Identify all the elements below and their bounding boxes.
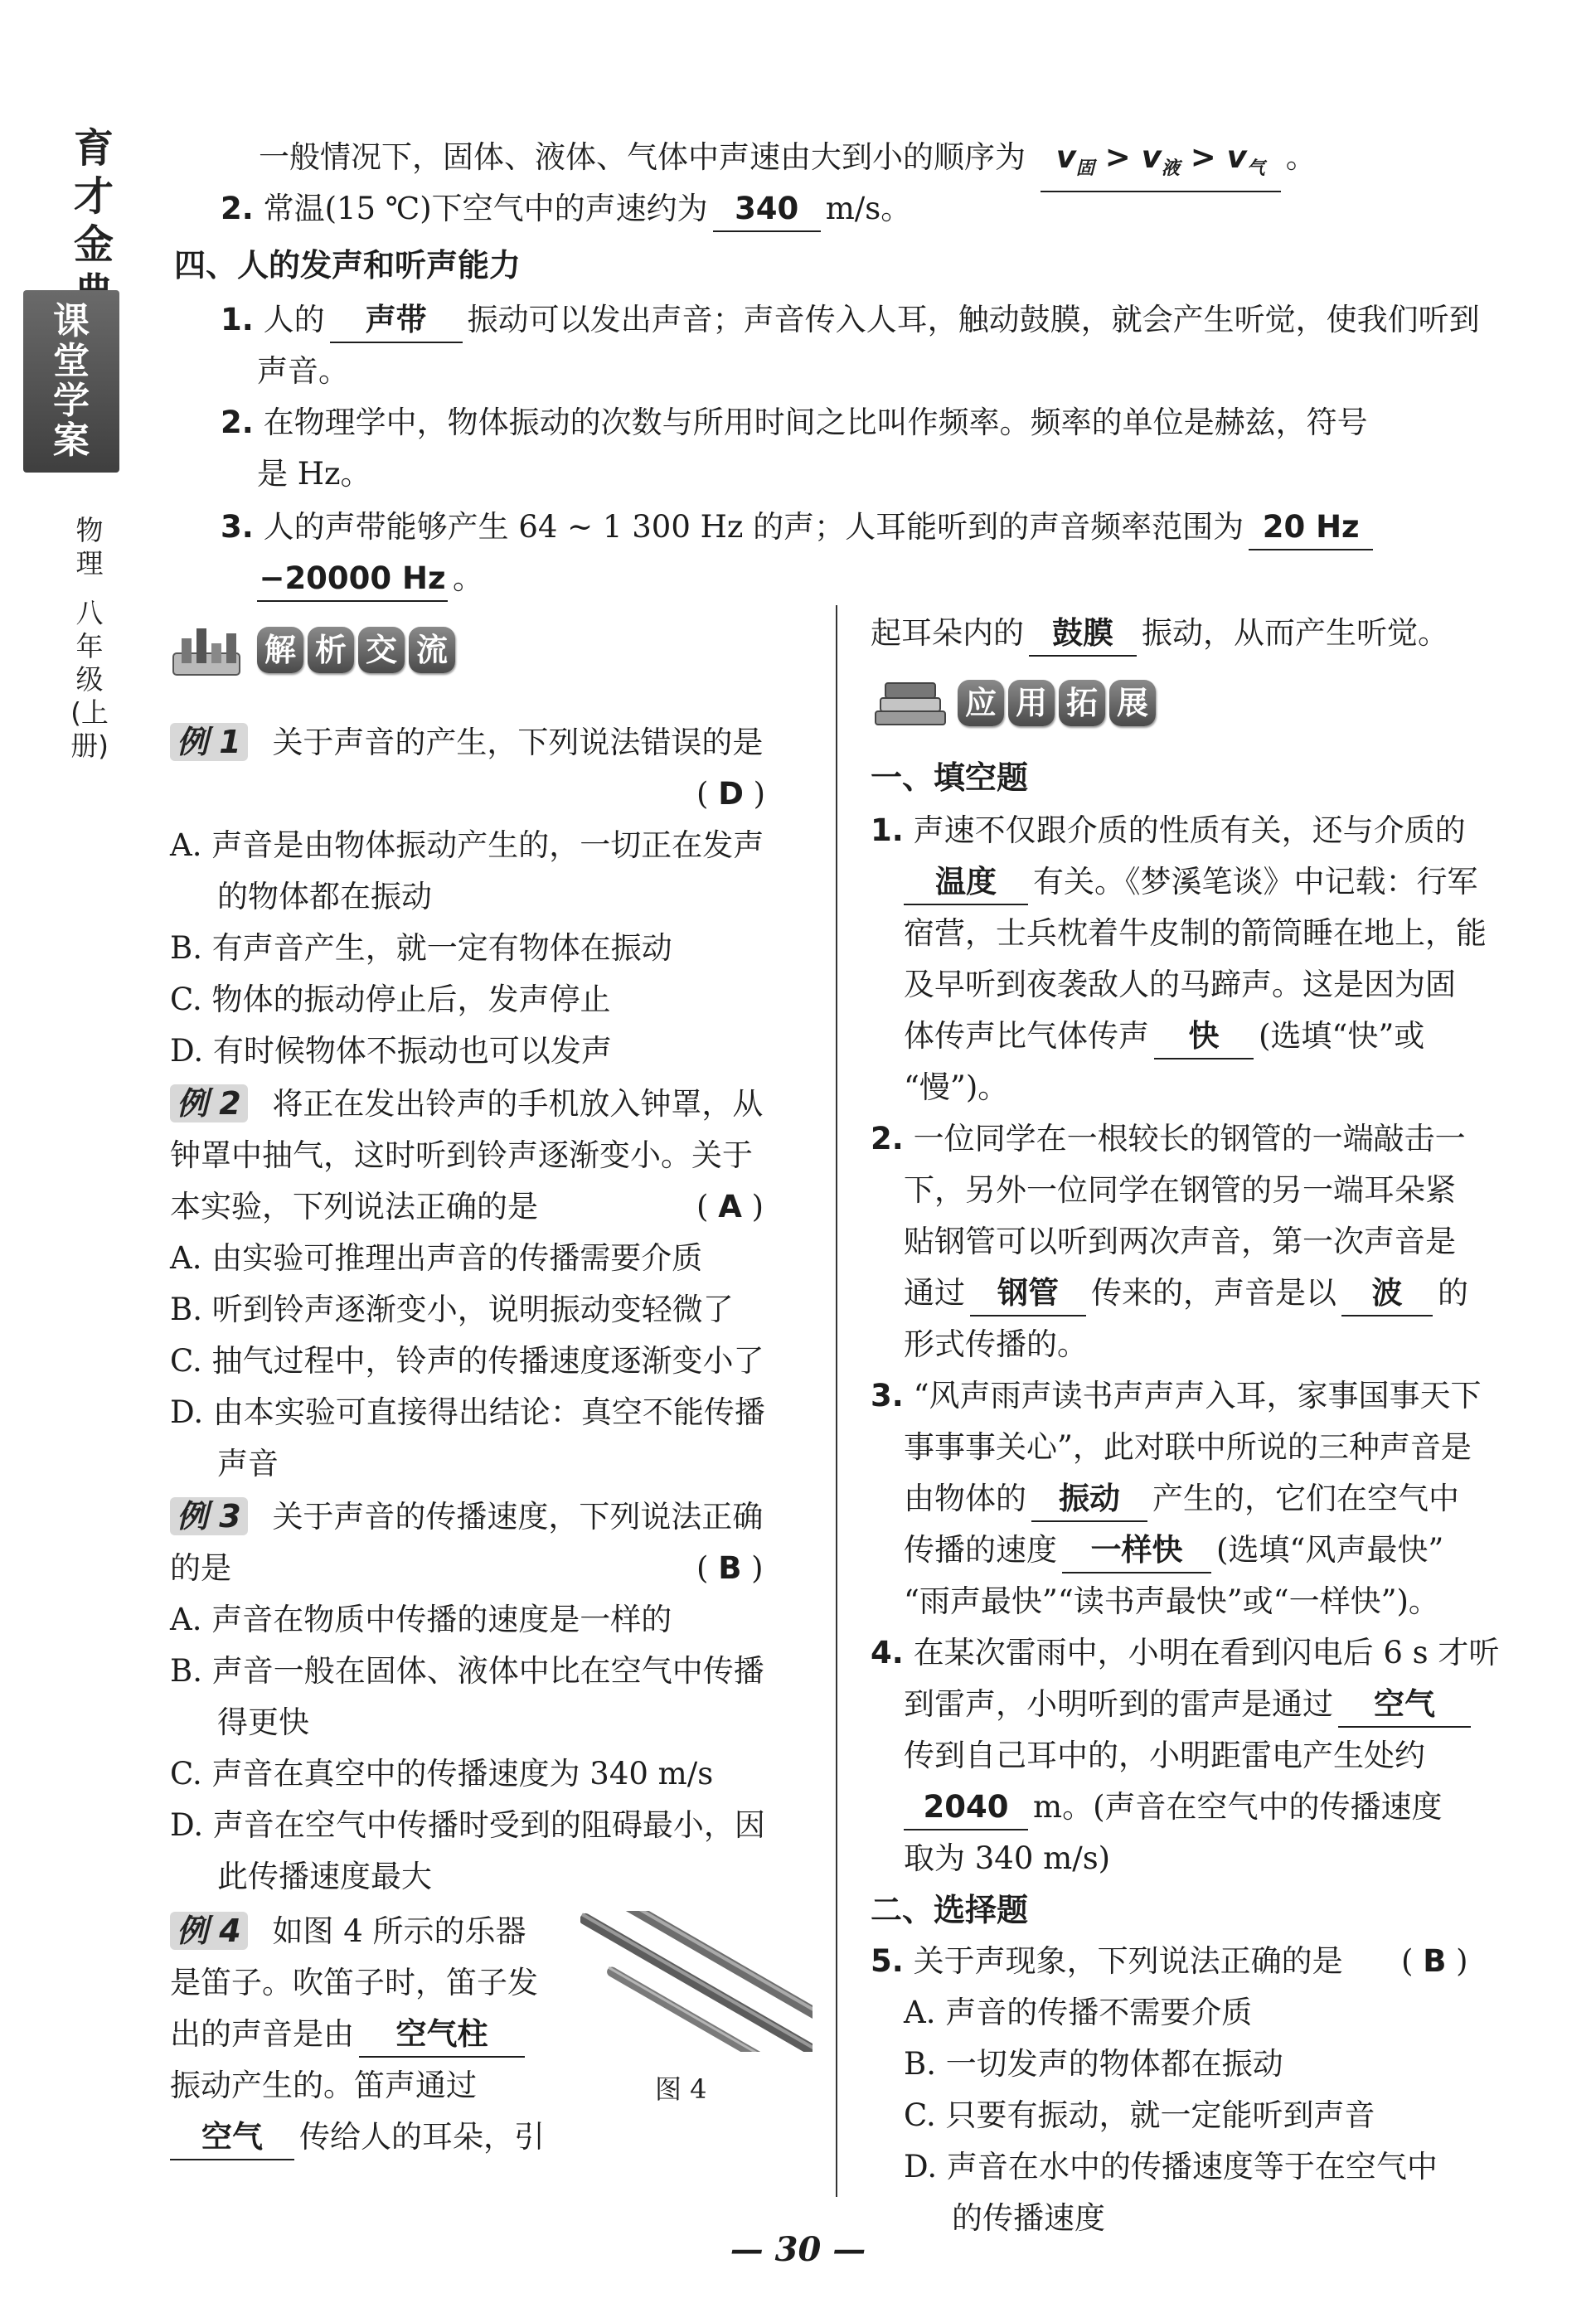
example-tag: 例 2 bbox=[170, 1084, 248, 1122]
brand-char: 才 bbox=[73, 173, 114, 220]
q3-line5: “雨声最快”“读书声最快”或“一样快”)。 bbox=[904, 1583, 1439, 1619]
s4-item3: 3. 人的声带能够产生 64 ~ 1 300 Hz 的声；人耳能听到的声音频率范围为 20 Hz bbox=[221, 502, 1378, 552]
s4-item2: 2. 在物理学中，物体振动的次数与所用时间之比叫作频率。频率的单位是赫兹，符号 bbox=[221, 405, 1368, 440]
column-divider bbox=[836, 605, 837, 2197]
banner-analysis: 解 析 交 流 bbox=[170, 620, 468, 680]
answer-blank: 2040 bbox=[904, 1786, 1028, 1830]
example-3-answer: ( B ) bbox=[696, 1550, 764, 1586]
example-tag: 例 4 bbox=[170, 1912, 248, 1950]
example-1-stem: 例 1 关于声音的产生，下列说法错误的是 bbox=[170, 718, 763, 768]
answer-blank: 钢管 bbox=[970, 1272, 1086, 1316]
brand-char: 金 bbox=[73, 221, 114, 268]
q1-line3: 宿营，士兵枕着牛皮制的箭筒睡在地上，能 bbox=[904, 915, 1487, 951]
option-d: D. 由本实验可直接得出结论：真空不能传播 bbox=[170, 1394, 765, 1430]
answer-blank: 空气 bbox=[1338, 1683, 1471, 1728]
q5-answer: ( B ) bbox=[1401, 1943, 1468, 1979]
chart-icon bbox=[170, 620, 250, 680]
q2-line2: 下，另外一位同学在钢管的另一端耳朵紧 bbox=[904, 1172, 1456, 1208]
example-4-line5: 空气 传给人的耳朵，引 bbox=[170, 2112, 545, 2162]
figure-caption: 图 4 bbox=[655, 2073, 707, 2105]
answer-blank: 20 Hz bbox=[1249, 506, 1373, 550]
air-speed-line: 2. 常温(15 ℃)下空气中的声速约为 340 m/s。 bbox=[221, 184, 911, 234]
answer-blank: 340 bbox=[713, 187, 821, 232]
brand-char: 育 bbox=[73, 125, 114, 172]
option-c: C. 抽气过程中，铃声的传播速度逐渐变小了 bbox=[170, 1343, 764, 1379]
example-2-stem-end: 本实验，下列说法正确的是 bbox=[170, 1189, 538, 1224]
s4-item2-cont: 是 Hz。 bbox=[257, 456, 371, 492]
option-d: D. 有时候物体不振动也可以发声 bbox=[170, 1033, 612, 1069]
lesson-char: 学 bbox=[53, 380, 90, 422]
s4-item3-cont: −20000 Hz 。 bbox=[257, 554, 483, 604]
example-4-line2: 是笛子。吹笛子时，笛子发 bbox=[170, 1965, 538, 2000]
example-tag: 例 1 bbox=[170, 723, 248, 761]
option-b-cont: 得更快 bbox=[217, 1704, 309, 1740]
q3-line2: 事事事关心”，此对联中所说的三种声音是 bbox=[904, 1429, 1472, 1465]
option-d-cont: 此传播速度最大 bbox=[217, 1859, 432, 1894]
right-cont-line: 起耳朵内的 鼓膜 振动，从而产生听觉。 bbox=[871, 609, 1448, 658]
example-4-line4: 振动产生的。笛声通过 bbox=[170, 2068, 477, 2103]
example-4-line1: 例 4 如图 4 所示的乐器 bbox=[170, 1907, 526, 1956]
answer-blank: 温度 bbox=[904, 861, 1028, 905]
answer-blank: 声带 bbox=[330, 298, 463, 343]
q4-line3: 传到自己耳中的，小明距雷电产生处约 bbox=[904, 1738, 1425, 1773]
q2-line4: 通过 钢管 传来的，声音是以 波 的 bbox=[904, 1268, 1468, 1318]
flute-image bbox=[580, 1911, 813, 2052]
q3-line1: 3. “风声雨声读书声声声入耳，家事国事天下 bbox=[871, 1378, 1482, 1413]
example-1-answer: ( D ) bbox=[696, 776, 766, 812]
example-2-answer: ( A ) bbox=[696, 1189, 764, 1224]
lesson-char: 课 bbox=[53, 300, 90, 342]
s4-item1: 1. 人的 声带 振动可以发出声音；声音传入人耳，触动鼓膜，就会产生听觉，使我们听到 bbox=[221, 295, 1480, 345]
example-4-line3: 出的声音是由 空气柱 bbox=[170, 2010, 530, 2059]
answer-blank: 空气 bbox=[170, 2116, 294, 2160]
q4-line4: 2040 m。(声音在空气中的传播速度 bbox=[904, 1782, 1443, 1832]
lesson-char: 堂 bbox=[53, 340, 90, 382]
speed-order-line: 一般情况下，固体、液体、气体中声速由大到小的顺序为 $v_固 > v_液 > v_气$ 。 bbox=[259, 133, 1317, 192]
q2-line3: 贴钢管可以听到两次声音，第一次声音是 bbox=[904, 1224, 1456, 1259]
s4-item1-cont: 声音。 bbox=[257, 353, 349, 389]
option-c: C. 只要有振动，就一定能听到声音 bbox=[904, 2097, 1375, 2133]
answer-blank: 振动 bbox=[1031, 1477, 1147, 1522]
q3-line4: 传播的速度 一样快 (选填“风声最快” bbox=[904, 1525, 1443, 1575]
subject-label: 物 理 bbox=[75, 514, 104, 579]
speed-order-answer: $v_固 > v_液 > v_气$ bbox=[1041, 136, 1281, 192]
lesson-char: 案 bbox=[53, 419, 90, 462]
option-d-cont: 的传播速度 bbox=[952, 2200, 1105, 2236]
brand-logo bbox=[48, 124, 139, 317]
option-b: B. 声音一般在固体、液体中比在空气中传播 bbox=[170, 1653, 764, 1689]
option-b: B. 听到铃声逐渐变小，说明振动变轻微了 bbox=[170, 1292, 734, 1327]
q4-line5: 取为 340 m/s) bbox=[904, 1840, 1111, 1876]
q2-line5: 形式传播的。 bbox=[904, 1326, 1088, 1362]
answer-blank: 鼓膜 bbox=[1029, 612, 1137, 657]
fill-section-title: 一、填空题 bbox=[871, 759, 1029, 796]
option-d: D. 声音在水中的传播速度等于在空气中 bbox=[904, 2149, 1438, 2184]
answer-blank: 空气柱 bbox=[359, 2013, 525, 2058]
q2-line1: 2. 一位同学在一根较长的钢管的一端敲击一 bbox=[871, 1121, 1466, 1156]
example-2-stem: 例 2 将正在发出铃声的手机放入钟罩，从 bbox=[170, 1079, 763, 1129]
option-a: A. 声音的传播不需要介质 bbox=[904, 1995, 1253, 2030]
q1-line1: 1. 声速不仅跟介质的性质有关，还与介质的 bbox=[871, 812, 1466, 848]
answer-blank: 快 bbox=[1154, 1015, 1254, 1059]
example-3-stem-cont: 的是 bbox=[170, 1550, 231, 1586]
q1-line4: 及早听到夜袭敌人的马蹄声。这是因为固 bbox=[904, 967, 1456, 1002]
example-3-stem: 例 3 关于声音的传播速度，下列说法正确 bbox=[170, 1492, 763, 1542]
option-c: C. 物体的振动停止后，发声停止 bbox=[170, 982, 611, 1017]
section-title: 四、人的发声和听声能力 bbox=[174, 247, 521, 284]
q4-line2: 到雷声，小明听到的雷声是通过 空气 bbox=[904, 1680, 1476, 1729]
lesson-badge bbox=[23, 290, 119, 473]
q1-line6: “慢”)。 bbox=[904, 1069, 1009, 1105]
q3-line3: 由物体的 振动 产生的，它们在空气中 bbox=[904, 1474, 1459, 1524]
option-d-cont: 声音 bbox=[217, 1446, 279, 1481]
q4-line1: 4. 在某次雷雨中，小明在看到闪电后 6 s 才听 bbox=[871, 1635, 1500, 1670]
option-a: A. 声音是由物体振动产生的，一切正在发声 bbox=[170, 827, 764, 863]
q1-line5: 体传声比气体传声 快 (选填“快”或 bbox=[904, 1011, 1424, 1061]
option-a: A. 声音在物质中传播的速度是一样的 bbox=[170, 1602, 672, 1637]
option-a: A. 由实验可推理出声音的传播需要介质 bbox=[170, 1240, 703, 1276]
option-b: B. 有声音产生，就一定有物体在振动 bbox=[170, 930, 672, 966]
q1-line2: 温度 有关。《梦溪笔谈》中记载：行军 bbox=[904, 857, 1478, 907]
answer-blank: 一样快 bbox=[1062, 1529, 1211, 1573]
books-icon bbox=[871, 673, 950, 733]
answer-blank: −20000 Hz bbox=[257, 557, 448, 602]
banner-application: 应 用 拓 展 bbox=[871, 673, 1169, 733]
q5-stem: 5. 关于声现象，下列说法正确的是 bbox=[871, 1943, 1343, 1979]
example-tag: 例 3 bbox=[170, 1497, 248, 1535]
example-2-stem-cont: 钟罩中抽气，这时听到铃声逐渐变小。关于 bbox=[170, 1137, 753, 1173]
page-number: — 30 — bbox=[730, 2230, 866, 2269]
option-a-cont: 的物体都在振动 bbox=[217, 879, 432, 914]
answer-blank: 波 bbox=[1341, 1272, 1433, 1316]
option-c: C. 声音在真空中的传播速度为 340 m/s bbox=[170, 1756, 714, 1792]
option-b: B. 一切发声的物体都在振动 bbox=[904, 2046, 1283, 2082]
grade-label: 八 年 级 (上 册) bbox=[70, 597, 109, 762]
choice-section-title: 二、选择题 bbox=[871, 1892, 1029, 1928]
option-d: D. 声音在空气中传播时受到的阻碍最小，因 bbox=[170, 1807, 765, 1843]
